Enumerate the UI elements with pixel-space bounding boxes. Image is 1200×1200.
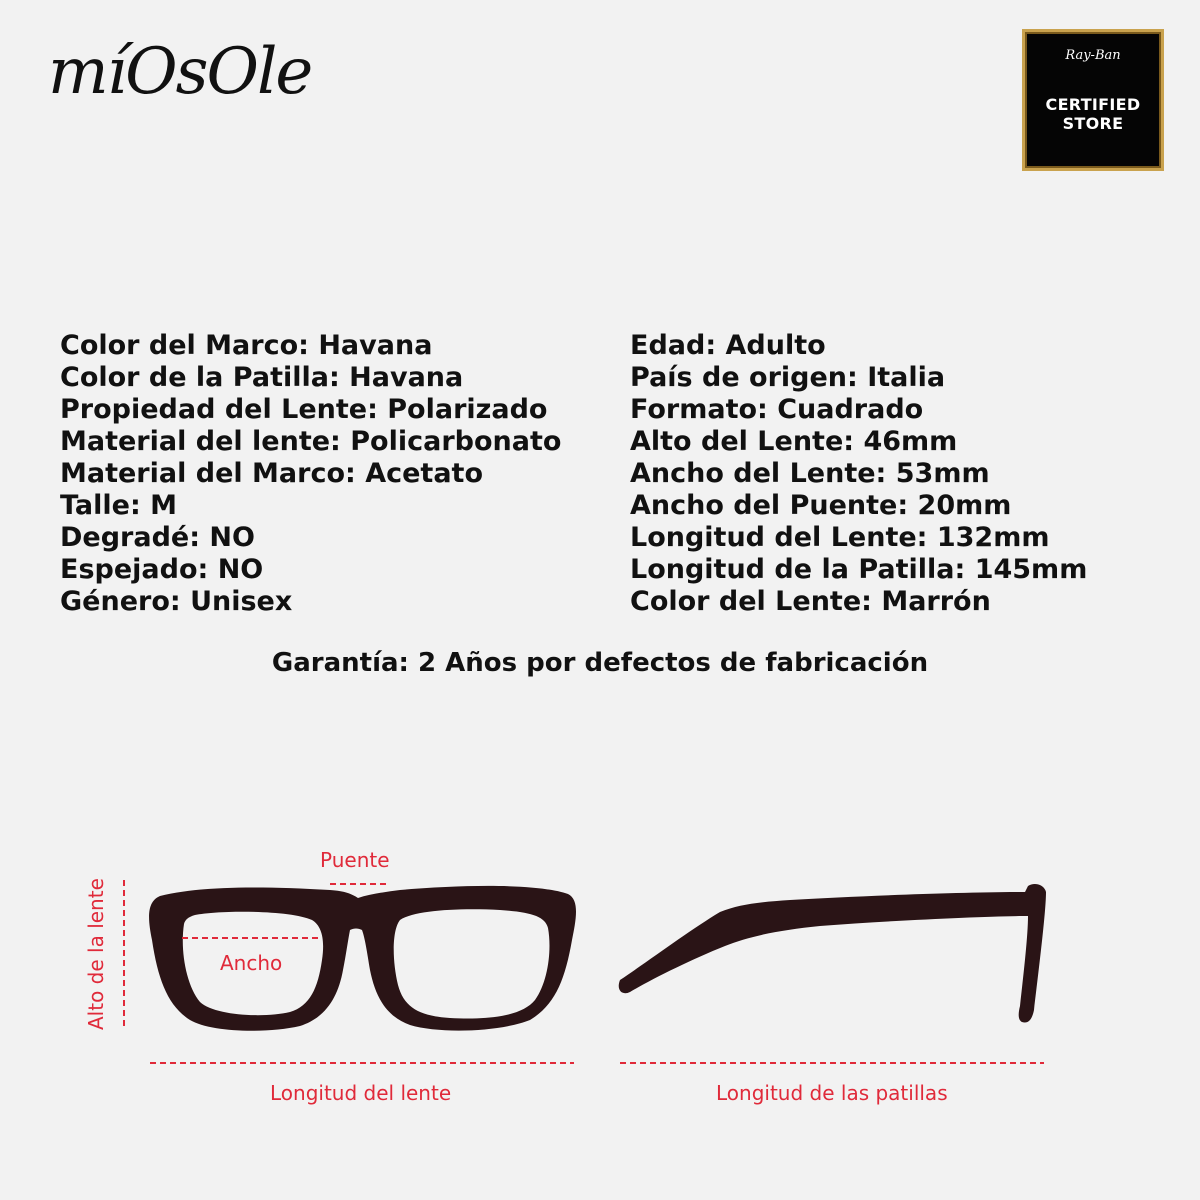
- width-label: Ancho: [220, 951, 283, 975]
- spec-lens-material: Material del lente: Policarbonato: [60, 426, 562, 457]
- spec-age: Edad: Adulto: [630, 330, 826, 361]
- ray-ban-script-logo: Ray-Ban: [1065, 48, 1121, 63]
- spec-lens-color: Color del Lente: Marrón: [630, 586, 991, 617]
- badge-line-certified: CERTIFIED: [1045, 95, 1141, 114]
- spec-origin: País de origen: Italia: [630, 362, 946, 393]
- spec-lens-property: Propiedad del Lente: Polarizado: [60, 394, 548, 425]
- spec-frame-color: Color del Marco: Havana: [60, 330, 433, 361]
- spec-mirrored: Espejado: NO: [60, 554, 264, 585]
- glasses-front-frame: [149, 886, 576, 1031]
- badge-line-store: STORE: [1062, 114, 1124, 133]
- height-label: Alto de la lente: [84, 878, 108, 1030]
- spec-size: Talle: M: [60, 490, 178, 521]
- warranty-text: Garantía: 2 Años por defectos de fabricación: [271, 648, 929, 678]
- spec-lens-length: Longitud del Lente: 132mm: [630, 522, 1050, 553]
- lens-length-label: Longitud del lente: [270, 1081, 452, 1105]
- spec-gender: Género: Unisex: [60, 586, 293, 617]
- spec-bridge-width: Ancho del Puente: 20mm: [630, 490, 1012, 521]
- specs-right-column: [630, 330, 1087, 618]
- temple-length-label: Longitud de las patillas: [716, 1081, 948, 1105]
- glasses-measurement-diagram: [0, 820, 1200, 1200]
- glasses-side-temple: [619, 884, 1046, 1023]
- bridge-label: Puente: [320, 848, 390, 872]
- spec-gradient: Degradé: NO: [60, 522, 255, 553]
- spec-temple-length: Longitud de la Patilla: 145mm: [630, 554, 1088, 585]
- spec-temple-color: Color de la Patilla: Havana: [60, 362, 464, 393]
- spec-shape: Formato: Cuadrado: [630, 394, 924, 425]
- miosole-logo: míOsOle: [48, 35, 312, 109]
- specs-left-column: [60, 330, 561, 618]
- certified-store-badge: [1022, 29, 1164, 171]
- spec-lens-height: Alto del Lente: 46mm: [630, 426, 958, 457]
- spec-lens-width: Ancho del Lente: 53mm: [630, 458, 990, 489]
- spec-frame-material: Material del Marco: Acetato: [60, 458, 483, 489]
